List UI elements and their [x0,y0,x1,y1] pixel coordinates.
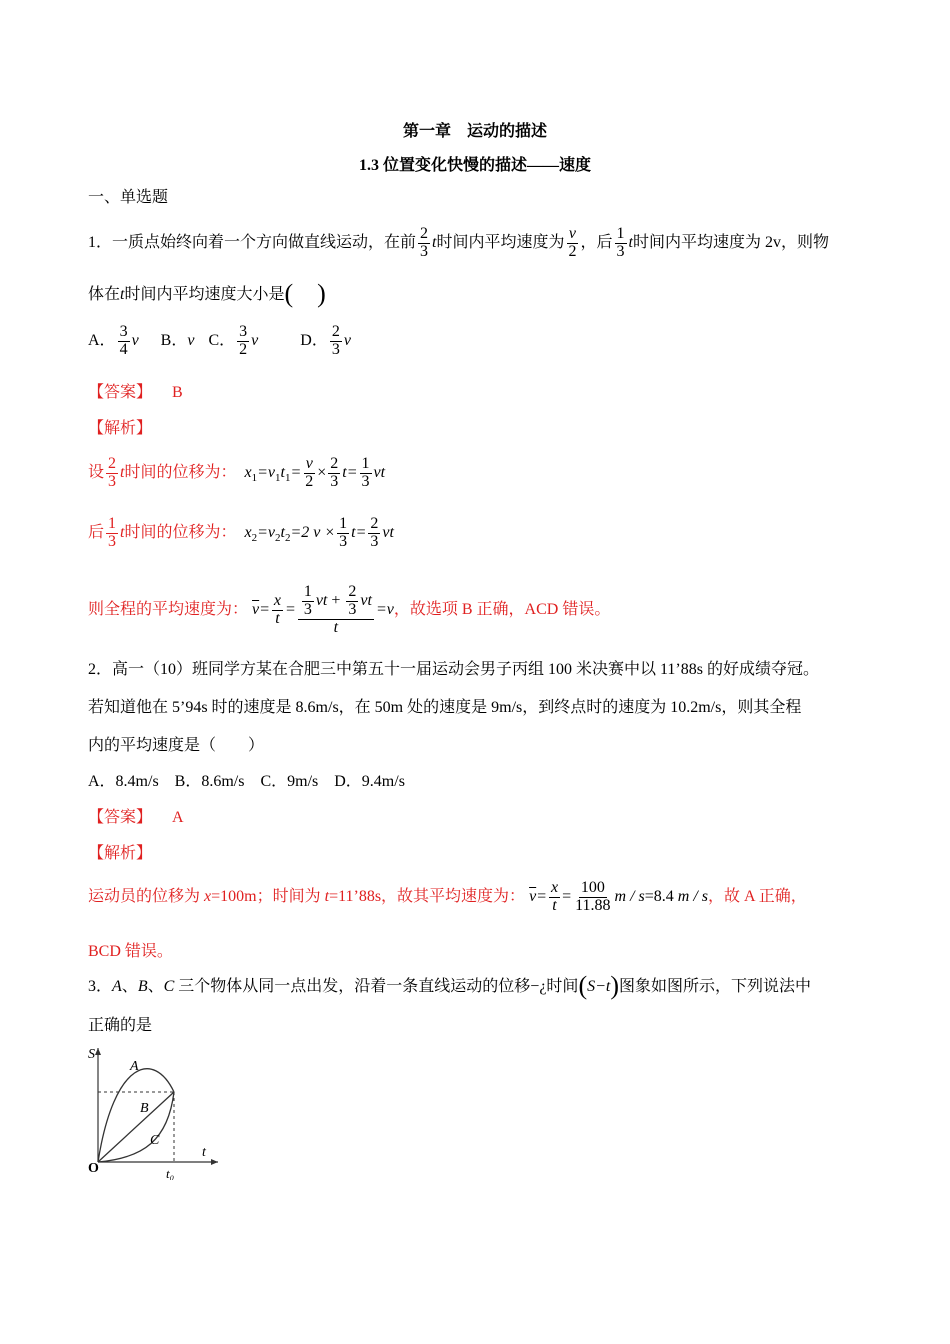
q2-options: A．8.4m/s B．8.6m/s C．9m/s D．9.4m/s [88,773,405,790]
s-t-graph [84,1040,224,1180]
q3-line1: 3．A、B、C 三个物体从同一点出发，沿着一条直线运动的位移−¿时间(S−t)图象如图所示，下列说法中 [88,971,812,1000]
section-title: 1.3 位置变化快慢的描述——速度 [358,157,591,174]
q2-line2: 若知道他在 5’94s 时的速度是 8.6m/s，在 50m 处的速度是 9m/s，到终点时的速度为 10.2m/s，则其全程 [88,699,802,716]
q2-analysis-line2: BCD 错误。 [88,943,173,960]
graph-x-label: t [202,1145,206,1160]
section-heading: 一、单选题 [88,189,169,206]
graph-t0: t₀ [166,1166,175,1180]
q2-analysis-label: 【解析】 [88,845,153,862]
q2-line3: 内的平均速度是（ ） [88,737,265,754]
graph-y-label: S [88,1047,95,1062]
q2-answer: 【答案】 A [88,809,184,826]
graph-origin: O [88,1161,99,1176]
q1-step2: 后 $\frac{1}{3}$ t时间的位移为： $x_2=v_2t_2=2$ v × $\frac{1}{3}$ t= $\frac{2}{3}$ vt [88,515,394,550]
q3-line2: 正确的是 [88,1017,153,1034]
q1-options: A． $\frac{3}{4}$ v B．v C． $\frac{3}{2}$ v D． $\frac{2}{3}$ v [88,323,351,358]
curve-a-label: A [130,1059,139,1074]
curve-b-label: B [140,1101,149,1116]
q1-step3: 则全程的平均速度为： $\overline{v}=$ $\frac{x}{t}$ = $\frac{1}{3}$ vt + $\frac{2}{3}$ vt t =v，故选项 B 正确，ACD 错误。 [88,583,611,636]
chapter-title: 第一章 运动的描述 [402,123,547,140]
q1-analysis-label: 【解析】 [88,420,153,437]
q1-line2: 体在t时间内平均速度大小是( ) [88,279,326,308]
q1-line1: 1．一质点始终向着一个方向做直线运动，在前 $\frac{2}{3}$ t时间内平均速度为 $\frac{v}{2}$ ，后 $\frac{1}{3}$ t时间内平均速度为 2v，则物 [88,225,829,260]
q2-analysis: 运动员的位移为 x=100m；时间为 t=11’88s，故其平均速度为： $\overline{v}=$ $\frac{x}{t}$ = $\frac{100}{11.88}$ m / s=8.4 m / s，故 A 正确， [88,879,807,914]
q1-answer: 【答案】 B [88,384,183,401]
q2-line1: 2．高一（10）班同学方某在合肥三中第五十一届运动会男子丙组 100 米决赛中以 11’88s 的好成绩夺冠。 [88,661,819,678]
q1-step1: 设 $\frac{2}{3}$ t时间的位移为： $x_1=v_1t_1=$ $\frac{v}{2}$ × $\frac{2}{3}$ t= $\frac{1}{3}$ vt [88,455,386,490]
curve-c-label: C [150,1133,160,1148]
